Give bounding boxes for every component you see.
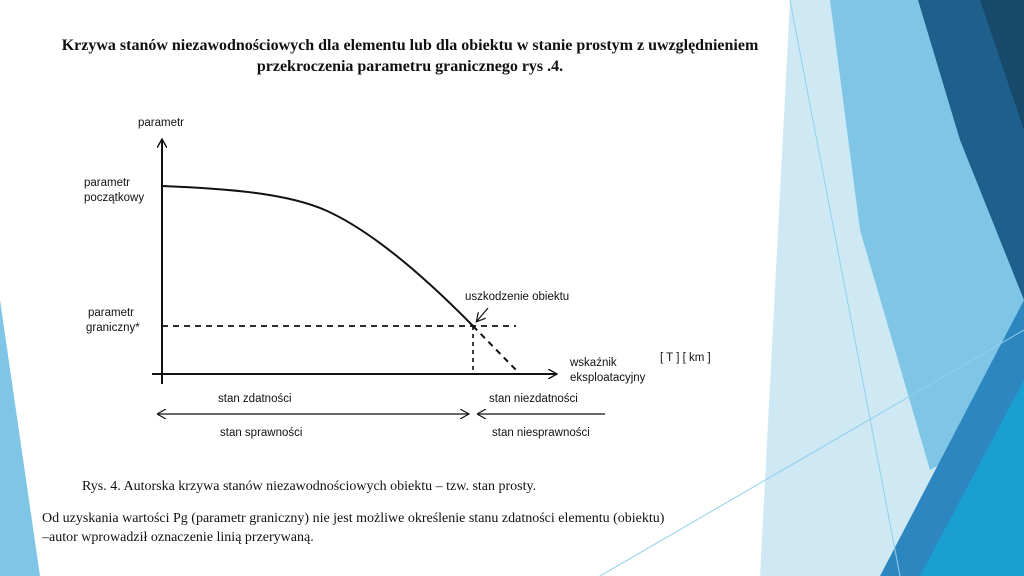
initial-parameter-label-1: parametr (84, 177, 131, 189)
state-not-working-label: stan niesprawności (492, 427, 590, 439)
note-line-2: –autor wprowadził oznaczenie linią przerywaną. (42, 530, 314, 545)
title-line-2: przekroczenia parametru granicznego rys .4. (256, 58, 564, 75)
reliability-curve (162, 186, 473, 326)
explanatory-note (42, 509, 742, 547)
limit-parameter-label-1: parametr (88, 307, 135, 319)
units-label: [ T ] [ km ] (660, 352, 711, 364)
curve-dashed-continuation (473, 326, 518, 372)
failure-label: uszkodzenie obiektu (465, 291, 570, 303)
x-axis-label-2: eksploatacyjny (570, 372, 646, 384)
state-unfit-label: stan niezdatności (489, 393, 578, 405)
note-line-1: Od uzyskania wartości Pg (parametr graniczny) nie jest możliwe określenie stanu zdatności elementu (obiektu) (42, 511, 665, 526)
title-line-1: Krzywa stanów niezawodnościowych dla elementu lub dla obiektu w stanie prostym z uwzględnieniem (61, 37, 759, 54)
figure-caption: Rys. 4. Autorska krzywa stanów niezawodnościowych obiektu – tzw. stan prosty. (82, 479, 537, 494)
state-working-label: stan sprawności (220, 427, 303, 439)
y-axis-label: parametr (138, 117, 185, 129)
failure-pointer-arrow (477, 308, 488, 321)
state-fit-label: stan zdatności (218, 393, 292, 405)
x-axis-label-1: wskaźnik (570, 357, 617, 369)
initial-parameter-label-2: początkowy (84, 192, 145, 204)
limit-parameter-label-2: graniczny* (86, 322, 140, 334)
